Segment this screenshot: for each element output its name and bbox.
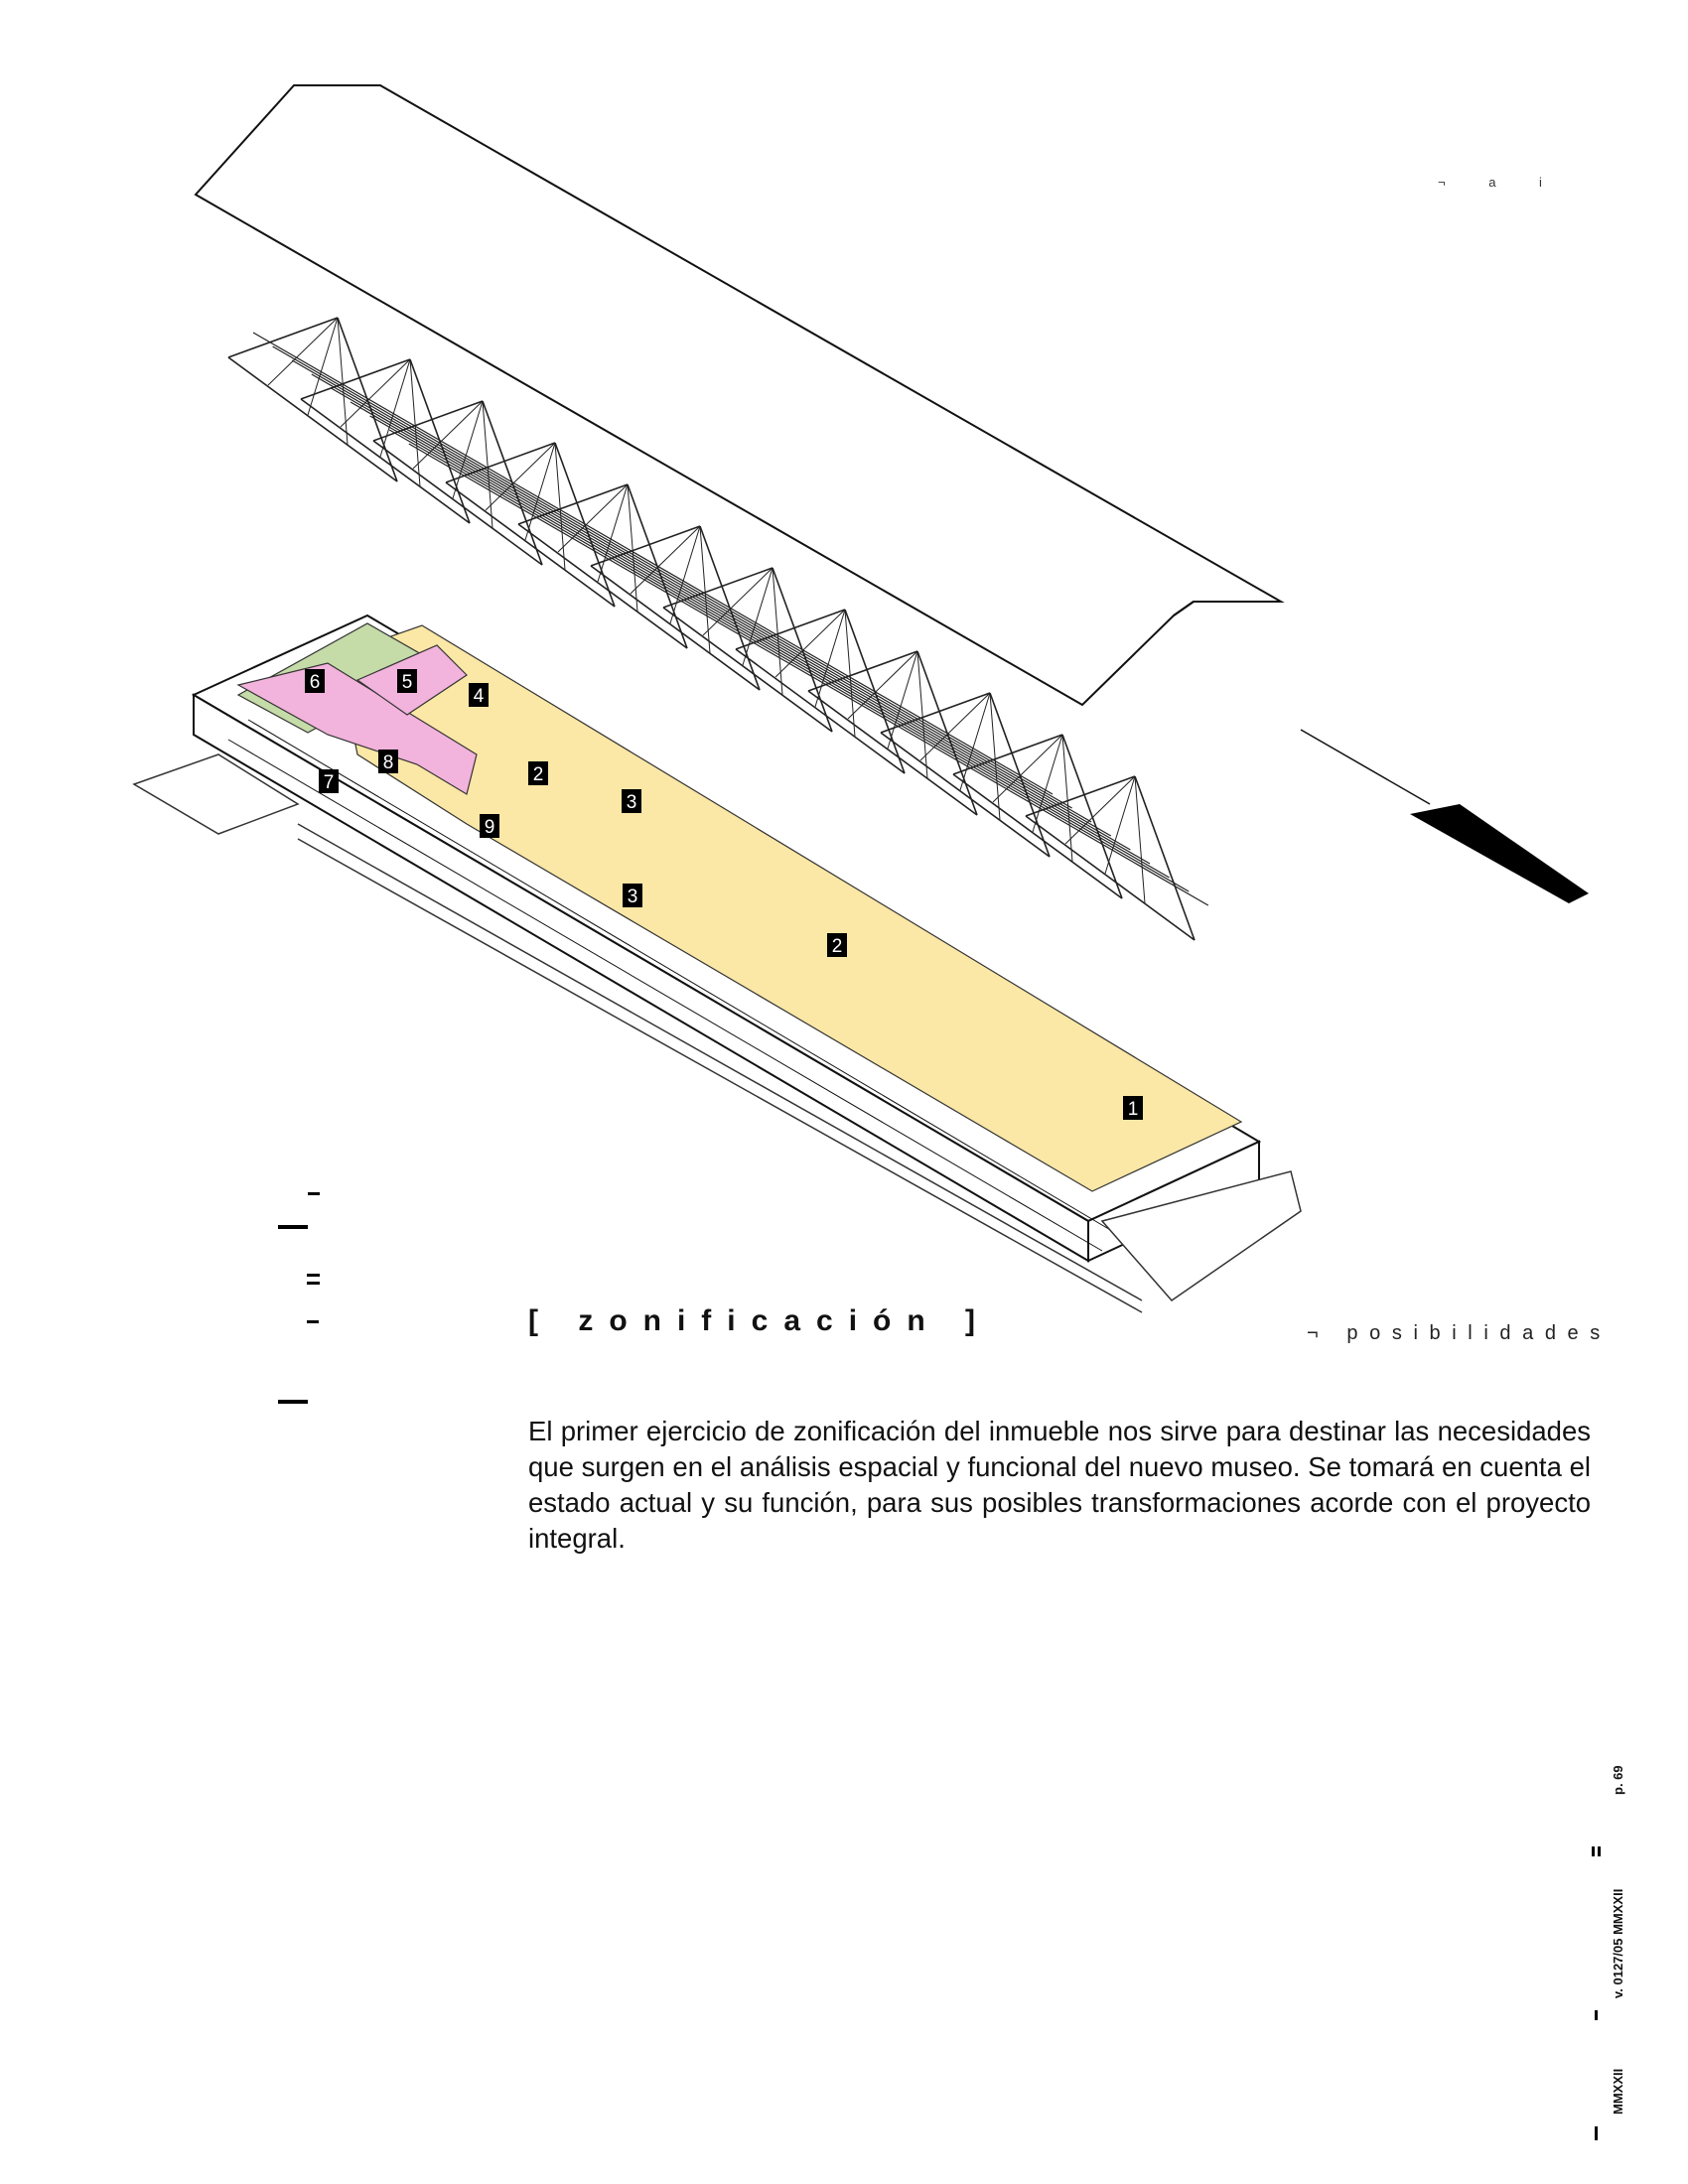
zone-label: 1 xyxy=(1127,1099,1139,1120)
margin-mark xyxy=(307,1282,320,1285)
roof-plane xyxy=(196,85,1281,705)
margin-mark xyxy=(307,1274,320,1277)
footer-edition: MMXXII xyxy=(1611,2068,1625,2115)
margin-mark xyxy=(307,1320,319,1323)
solid-element xyxy=(1410,804,1589,903)
zone-label: 6 xyxy=(309,672,321,693)
zone-label: 3 xyxy=(627,887,638,907)
page-footer xyxy=(1589,1765,1625,2154)
zone-label: 2 xyxy=(532,764,544,785)
section-subtitle: ¬ posibilidades xyxy=(1307,1322,1612,1344)
footer-page: p. 69 xyxy=(1611,1765,1625,1795)
footer-version: v. 0127/05 MMXXII xyxy=(1611,1888,1625,1998)
zone-label: 3 xyxy=(626,792,637,813)
zone-main-yellow xyxy=(338,625,1241,1191)
margin-mark xyxy=(308,1192,320,1195)
section-body: El primer ejercicio de zonificación del inmueble nos sirve para destinar las necesidades que surgen en el análisis espacial y funcional del nuevo museo. Se tomará en cuenta el estado actual y su función, para sus posibles transformaciones acorde con el proyecto integral. xyxy=(528,1416,1591,1554)
zone-label: 4 xyxy=(473,686,485,707)
header-mark: ¬ a i xyxy=(1438,175,1562,190)
margin-mark xyxy=(278,1400,308,1404)
zone-label: 7 xyxy=(323,772,335,793)
zone-label: 9 xyxy=(484,817,495,838)
margin-mark xyxy=(278,1225,308,1229)
building-floor xyxy=(194,615,1259,1261)
section-title: [ zonificación ] xyxy=(528,1304,991,1337)
zone-label: 2 xyxy=(831,936,843,957)
zone-label: 8 xyxy=(382,752,394,773)
zone-label: 5 xyxy=(401,672,413,693)
